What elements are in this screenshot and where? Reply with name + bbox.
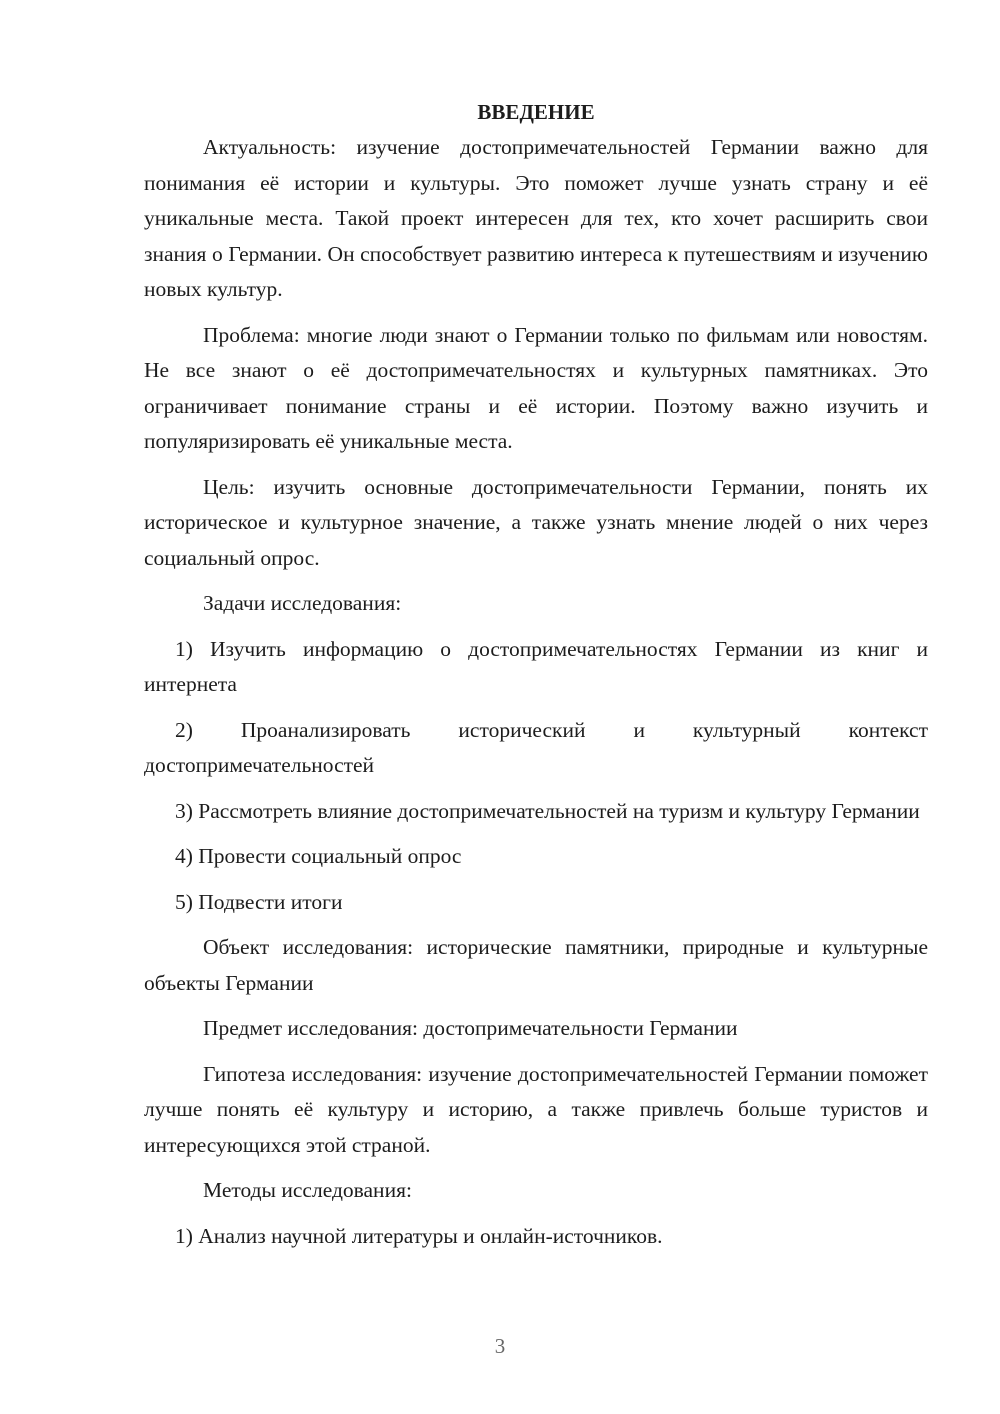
page-number: 3 (494, 1334, 506, 1358)
task-item-4: 4) Провести социальный опрос (175, 844, 462, 868)
section-heading: ВВЕДЕНИЕ (477, 100, 595, 124)
task-item-1: 1) Изучить информацию о достопримечательностях Германии из книг и интернета (144, 636, 928, 696)
paragraph-problem: Проблема: многие люди знают о Германии только по фильмам или новостям. Не все знают о её достопримечательностях и культурных памятниках. Это ограничивает понимание страны и её истории. Поэтому важно изучить и популяризировать её уникальные места. (144, 322, 928, 453)
paragraph-object: Объект исследования: исторические памятники, природные и культурные объекты Германии (144, 935, 928, 995)
paragraph-hypothesis: Гипотеза исследования: изучение достопримечательностей Германии поможет лучше понять её культуру и историю, а также привлечь больше туристов и интересующихся этой страной. (144, 1061, 928, 1157)
document-body (144, 94, 928, 1254)
method-item-1: 1) Анализ научной литературы и онлайн-источников. (175, 1223, 663, 1248)
task-item-2: 2) Проанализировать исторический и культурный контекст достопримечательностей (144, 717, 928, 777)
task-item-5: 5) Подвести итоги (175, 889, 343, 914)
task-item-3: 3) Рассмотреть влияние достопримечательностей на туризм и культуру Германии (175, 798, 920, 823)
paragraph-goal: Цель: изучить основные достопримечательности Германии, понять их историческое и культурное значение, а также узнать мнение людей о них через социальный опрос. (144, 474, 928, 570)
paragraph-subject: Предмет исследования: достопримечательности Германии (203, 1016, 738, 1040)
tasks-title: Задачи исследования: (203, 591, 402, 615)
paragraph-relevance: Актуальность: изучение достопримечательностей Германии важно для понимания её истории и культуры. Это поможет лучше узнать страну и её уникальные места. Такой проект интересен для тех, кто хочет расширить свои знания о Германии. Он способствует развитию интереса к путешествиям и изучению новых культур. (144, 135, 928, 301)
methods-title: Методы исследования: (203, 1178, 412, 1202)
